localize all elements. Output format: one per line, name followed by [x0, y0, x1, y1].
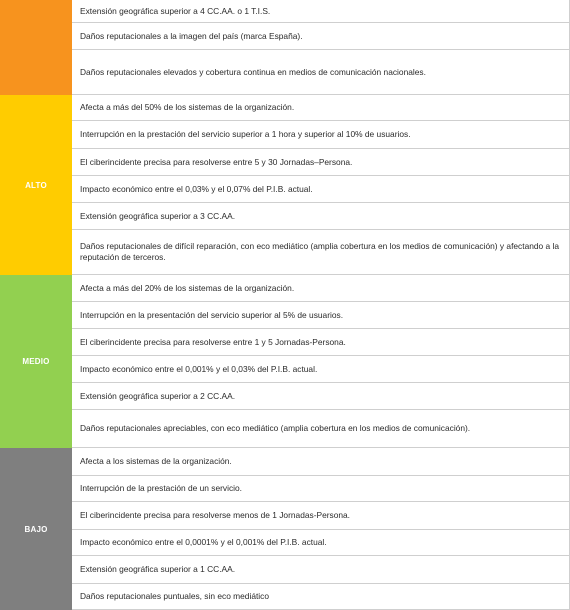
criteria-row [72, 50, 570, 95]
criteria-list-bajo [72, 448, 570, 610]
level-label-bajo: BAJO [0, 448, 72, 610]
level-label-medio: MEDIO [0, 275, 72, 448]
level-label-critico [0, 0, 72, 95]
criteria-text: Extensión geográfica superior a 2 CC.AA. [80, 390, 236, 401]
criteria-row [72, 329, 570, 356]
criteria-row [72, 556, 570, 584]
criteria-text: Impacto económico entre el 0,001% y el 0,03% del P.I.B. actual. [80, 363, 318, 374]
criteria-text: Daños reputacionales de difícil reparación, con eco mediático (amplia cobertura en los medios de comunicación) y afectando a la reputación de terceros. [80, 241, 560, 262]
criteria-row [72, 448, 570, 476]
level-label-alto: ALTO [0, 95, 72, 275]
criteria-text: Daños reputacionales puntuales, sin eco mediático [80, 591, 270, 601]
criteria-row [72, 356, 570, 383]
criteria-text: Impacto económico entre el 0,0001% y el 0,001% del P.I.B. actual. [80, 537, 327, 547]
level-group-critico [0, 0, 570, 95]
criteria-text: Extensión geográfica superior a 4 CC.AA. o 1 T.I.S. [80, 5, 271, 16]
criteria-row [72, 176, 570, 203]
criteria-text: Interrupción en la presentación del servicio superior al 5% de usuarios. [80, 309, 344, 320]
criteria-text: Extensión geográfica superior a 1 CC.AA. [80, 564, 236, 574]
criteria-row [72, 530, 570, 556]
criteria-text: Afecta a más del 50% de los sistemas de la organización. [80, 102, 295, 112]
criteria-row [72, 203, 570, 230]
criteria-row [72, 302, 570, 329]
criteria-row [72, 476, 570, 502]
level-group-medio [0, 275, 570, 448]
criteria-text: El ciberincidente precisa para resolverse menos de 1 Jornadas-Persona. [80, 510, 351, 520]
criteria-row [72, 95, 570, 121]
criteria-row [72, 121, 570, 149]
criteria-text: Interrupción en la prestación del servicio superior a 1 hora y superior al 10% de usuarios. [80, 129, 411, 139]
criteria-text: Daños reputacionales apreciables, con eco mediático (amplia cobertura en los medios de comunicación). [80, 423, 471, 433]
criteria-text: El ciberincidente precisa para resolverse entre 5 y 30 Jornadas–Persona. [80, 156, 353, 167]
criteria-text: Impacto económico entre el 0,03% y el 0,07% del P.I.B. actual. [80, 183, 313, 194]
criteria-list-critico [72, 0, 570, 95]
criteria-text: Interrupción de la prestación de un servicio. [80, 483, 243, 493]
criteria-row [72, 502, 570, 530]
criteria-text: Afecta a los sistemas de la organización. [80, 456, 232, 466]
criteria-row [72, 410, 570, 448]
criteria-row [72, 230, 570, 275]
criteria-row [72, 149, 570, 176]
criteria-row [72, 0, 570, 23]
level-group-bajo [0, 448, 570, 610]
criteria-text: Daños reputacionales a la imagen del país (marca España). [80, 30, 303, 41]
criteria-text: Afecta a más del 20% de los sistemas de la organización. [80, 282, 295, 293]
criteria-text: Daños reputacionales elevados y cobertura continua en medios de comunicación nacionales. [80, 66, 426, 77]
criteria-text: Extensión geográfica superior a 3 CC.AA. [80, 210, 236, 221]
level-group-alto [0, 95, 570, 275]
criteria-list-alto [72, 95, 570, 275]
criteria-row [72, 584, 570, 610]
criteria-row [72, 23, 570, 50]
criteria-text: El ciberincidente precisa para resolverse entre 1 y 5 Jornadas-Persona. [80, 336, 346, 347]
criteria-row [72, 383, 570, 410]
criteria-row [72, 275, 570, 302]
criteria-list-medio [72, 275, 570, 448]
